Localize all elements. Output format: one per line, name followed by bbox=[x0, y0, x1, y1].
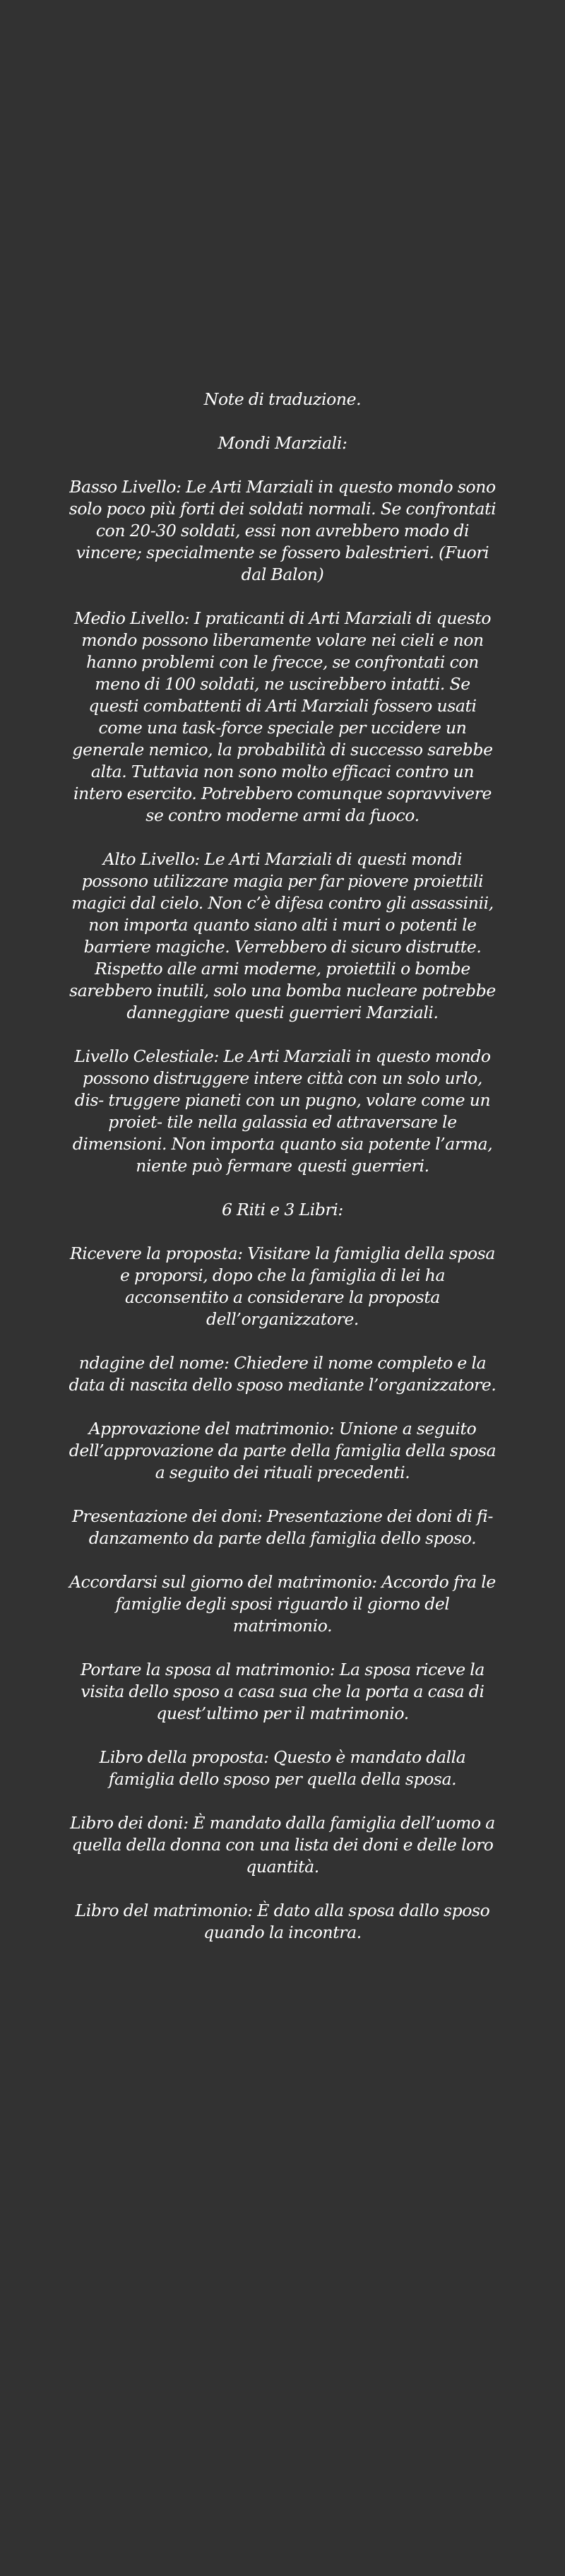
notes-heading: Note di traduzione. bbox=[203, 389, 362, 409]
paragraph-book-proposal: Libro della proposta: Questo è mandato dalla famiglia dello sposo per quella della sposa. bbox=[99, 1747, 466, 1789]
paragraph-book-wedding: Libro del matrimonio: È dato alla sposa dallo sposo quando la incontra. bbox=[75, 1901, 490, 1942]
paragraph-rite-proposal: Ricevere la proposta: Visitare la famiglia della sposa e proporsi, dopo che la famiglia di lei ha acconsentito a considerare la proposta dell’organizzatore. bbox=[69, 1243, 496, 1329]
section-title-rites-books: 6 Riti e 3 Libri: bbox=[222, 1200, 343, 1219]
section-title-martial-worlds: Mondi Marziali: bbox=[218, 433, 347, 453]
paragraph-rite-name-inquiry: ndagine del nome: Chiedere il nome completo e la data di nascita dello sposo mediante l’organizzatore. bbox=[69, 1353, 496, 1395]
paragraph-medium-level: Medio Livello: I praticanti di Arti Marziali di questo mondo possono liberamente volare nei cieli e non hanno problemi con le frecce, se confrontati con meno di 100 soldati, ne uscirebbero intatti. Se questi combattenti di Arti Marziali fossero usati come una task-force speciale per uccidere un generale nemico, la probabilità di successo sarebbe alta. Tuttavia non sono molto efficaci contro un intero esercito. Potrebbero comunque sopravvivere se contro moderne armi da fuoco. bbox=[72, 608, 493, 825]
paragraph-celestial-level: Livello Celestiale: Le Arti Marziali in questo mondo possono distruggere intere città con un solo urlo, dis- truggere pianeti con un pugno, volare come un proiet- tile nella galassia ed attraversare le dimensioni. Non importa quanto sia potente l’arma, niente può fermare questi guerrieri. bbox=[72, 1046, 493, 1176]
paragraph-book-gifts: Libro dei doni: È mandato dalla famiglia dell’uomo a quella della donna con una lista dei doni e delle loro quantità. bbox=[70, 1813, 495, 1877]
paragraph-rite-approval: Approvazione del matrimonio: Unione a seguito dell’approvazione da parte della famiglia della sposa a seguito dei rituali precedenti. bbox=[69, 1419, 496, 1482]
paragraph-rite-gifts: Presentazione dei doni: Presentazione dei doni di fi- danzamento da parte della famiglia dello sposo. bbox=[71, 1506, 494, 1548]
translation-notes bbox=[68, 389, 497, 1966]
paragraph-rite-wedding-day: Accordarsi sul giorno del matrimonio: Accordo fra le famiglie degli sposi riguardo il giorno del matrimonio. bbox=[69, 1572, 496, 1636]
paragraph-high-level: Alto Livello: Le Arti Marziali di questi mondi possono utilizzare magia per far piovere proiettili magici dal cielo. Non c’è difesa contro gli assassinii, non importa quanto siano alti i muri o potenti le barriere magiche. Verrebbero di sicuro distrutte. Rispetto alle armi moderne, proiettili o bombe sarebbero inutili, solo una bomba nucleare potrebbe danneggiare questi guerrieri Marziali. bbox=[69, 849, 496, 1022]
paragraph-low-level: Basso Livello: Le Arti Marziali in questo mondo sono solo poco più forti dei soldati normali. Se confrontati con 20-30 soldati, essi non avrebbero modo di vincere; specialmente se fossero balestrieri. (Fuori dal Balon) bbox=[69, 477, 496, 584]
paragraph-rite-bringing-bride: Portare la sposa al matrimonio: La sposa riceve la visita dello sposo a casa sua che la porta a casa di quest’ultimo per il matrimonio. bbox=[80, 1660, 485, 1723]
